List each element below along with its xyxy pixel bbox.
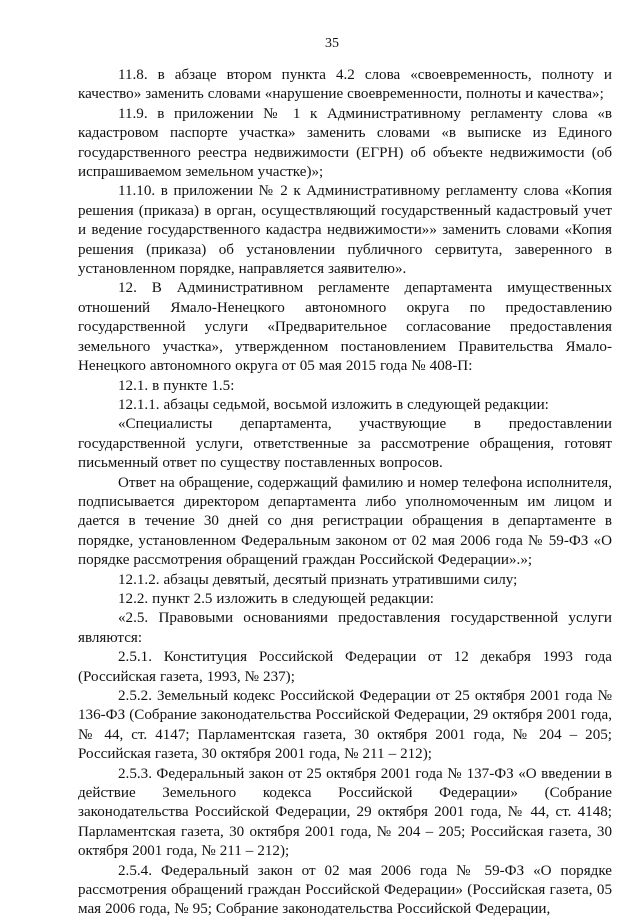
paragraph-2-5-4: 2.5.4. Федеральный закон от 02 мая 2006 года № 59-ФЗ «О порядке рассмотрения обращений граждан Российской Федерации» (Российская газета, 05 мая 2006 года, № 95; Собрание законодательства Российской Федерации, (78, 862, 612, 918)
paragraph-11-9: 11.9. в приложении № 1 к Административному регламенту слова «в кадастровом паспорте участка» заменить словами «в выписке из Единого государственного реестра недвижимости (ЕГРН) об объекте недвижимости (об испрашиваемом земельном участке)»; (78, 105, 612, 181)
paragraph-answer: Ответ на обращение, содержащий фамилию и номер телефона исполнителя, подписывается директором департамента либо уполномоченным им лицом и дается в течение 30 дней со дня регистрации обращения в департаменте в порядке, установленном Федеральным законом от 02 мая 2006 года № 59-ФЗ «О порядке рассмотрения обращений граждан Российской Федерации».»; (78, 474, 612, 569)
paragraph-11-8: 11.8. в абзаце втором пункта 4.2 слова «своевременность, полноту и качество» заменить словами «нарушение своевременности, полноты и качества»; (78, 67, 612, 103)
paragraph-2-5: «2.5. Правовыми основаниями предоставления государственной услуги являются: (78, 610, 612, 646)
paragraph-12-2: 12.2. пункт 2.5 изложить в следующей редакции: (118, 590, 435, 607)
paragraph-11-10: 11.10. в приложении № 2 к Административному регламенту слова «Копия решения (приказа) в орган, осуществляющий государственный кадастровый учет и ведение государственного кадастра недвижимости»» заменить словами «Копия решения (приказа) об установлении публичного сервитута, заверенного в установленном порядке, направляется заявителю». (78, 183, 612, 278)
paragraph-12: 12. В Административном регламенте департамента имущественных отношений Ямало-Ненецкого автономного округа по предоставлению государственной услуги «Предварительное согласование предоставления земельного участка», утвержденном постановлением Правительства Ямало-Ненецкого автономного округа от 05 мая 2015 года № 408-П: (78, 280, 612, 375)
paragraph-specialists: «Специалисты департамента, участвующие в предоставлении государственной услуги, ответственные за рассмотрение обращения, готовят письменный ответ по существу поставленных вопросов. (78, 416, 612, 472)
paragraph-2-5-1: 2.5.1. Конституция Российской Федерации от 12 декабря 1993 года (Российская газета, 1993, № 237); (78, 649, 612, 685)
paragraph-12-1: 12.1. в пункте 1.5: (118, 377, 235, 394)
paragraph-12-1-2: 12.1.2. абзацы девятый, десятый признать утратившими силу; (118, 571, 518, 588)
page-number: 35 (325, 36, 339, 51)
paragraph-12-1-1: 12.1.1. абзацы седьмой, восьмой изложить в следующей редакции: (118, 396, 549, 413)
paragraph-2-5-2: 2.5.2. Земельный кодекс Российской Федерации от 25 октября 2001 года № 136-ФЗ (Собрание законодательства Российской Федерации, 29 октября 2001 года, № 44, ст. 4147; Парламентская газета, 30 октября 2001 года, № 204 – 205; Российская газета, 30 октября 2001 года, № 211 – 212); (78, 688, 612, 763)
paragraph-2-5-3: 2.5.3. Федеральный закон от 25 октября 2001 года № 137-ФЗ «О введении в действие Земельного кодекса Российской Федерации» (Собрание законодательства Российской Федерации, 29 октября 2001 года, № 44, ст. 4148; Парламентская газета, 30 октября 2001 года, № 204 – 205; Российская газета, 30 октября 2001 года, № 211 – 212); (78, 765, 612, 860)
